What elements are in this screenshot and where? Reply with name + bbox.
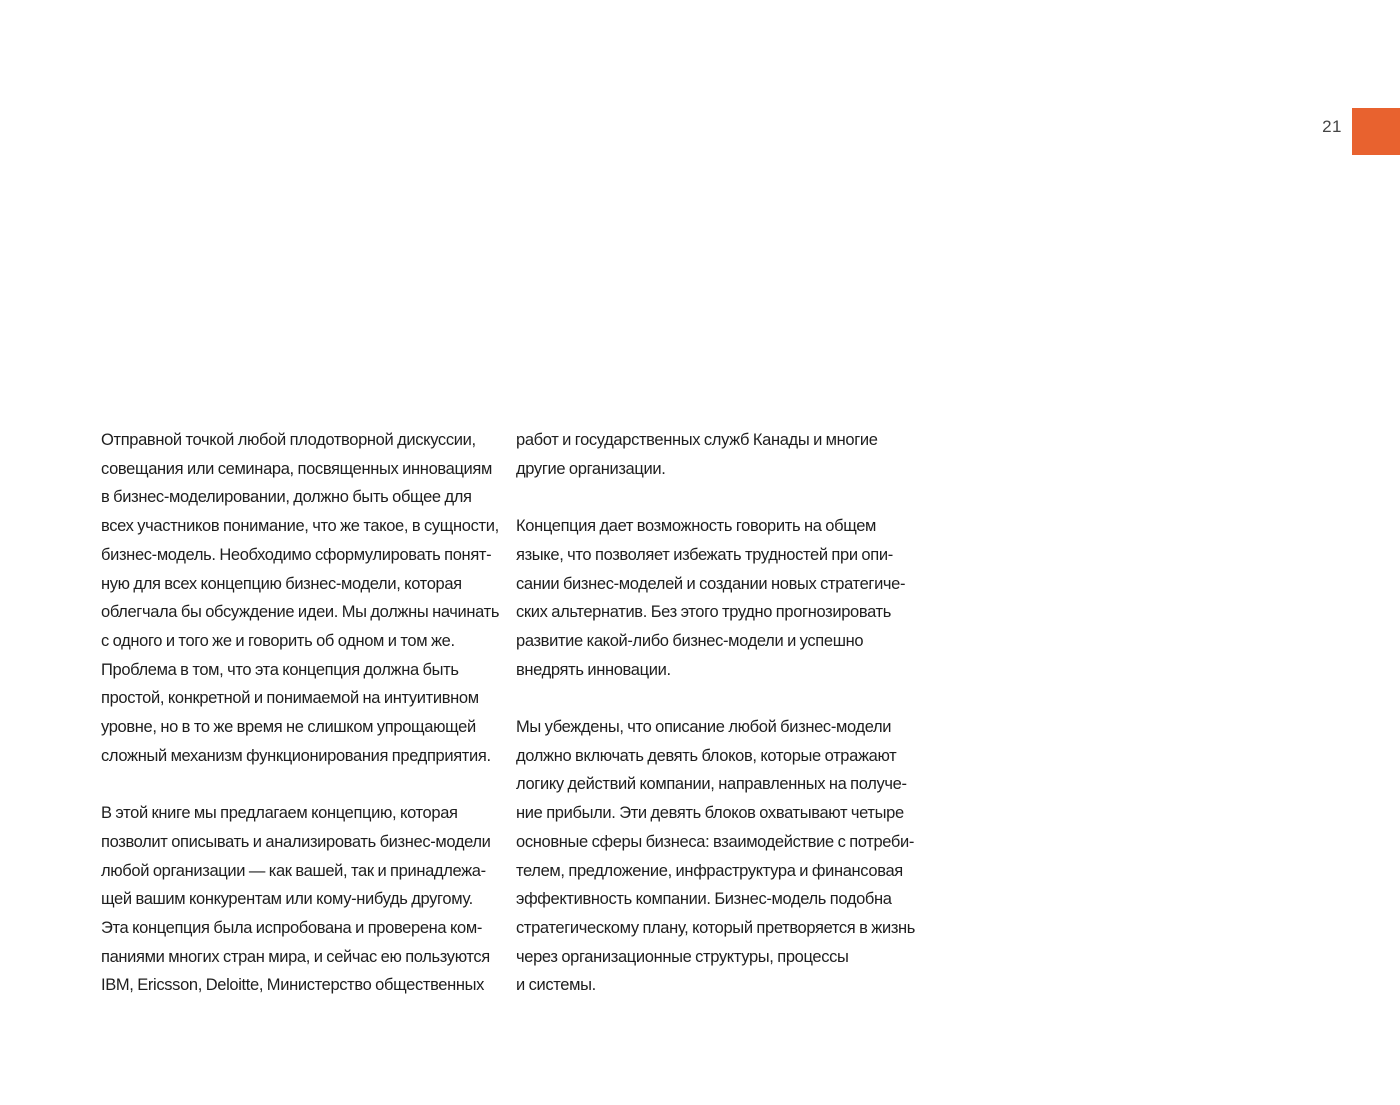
text-line: логику действий компании, направленных на получе- <box>516 775 907 794</box>
text-line: любой организации — как вашей, так и принадлежа- <box>101 861 486 880</box>
paragraph <box>101 426 500 770</box>
text-line: работ и государственных служб Канады и многие <box>516 431 878 449</box>
text-line: облегчала бы обсуждение идеи. Мы должны начинать <box>101 603 500 622</box>
text-line: телем, предложение, инфраструктура и финансовая <box>516 861 903 880</box>
text-line: ние прибыли. Эти девять блоков охватывают четыре <box>516 804 904 823</box>
text-line: в бизнес-моделировании, должно быть общее для <box>101 488 472 507</box>
text-line: В этой книге мы предлагаем концепцию, которая <box>101 804 458 823</box>
text-line: IBM, Ericsson, Deloitte, Министерство общественных <box>101 976 485 995</box>
text-line: через организационные структуры, процессы <box>516 947 849 966</box>
text-line: ских альтернатив. Без этого трудно прогнозировать <box>516 603 891 622</box>
text-line: бизнес-модель. Необходимо сформулировать понят- <box>101 545 492 564</box>
paragraph-gap <box>516 684 911 713</box>
text-line: щей вашим конкурентам или кому-нибудь другому. <box>101 890 473 909</box>
text-line: основные сферы бизнеса: взаимодействие с потреби- <box>516 832 915 851</box>
text-line: эффективность компании. Бизнес-модель подобна <box>516 890 892 909</box>
text-line: Мы убеждены, что описание любой бизнес-модели <box>516 718 892 736</box>
text-line: должно включать девять блоков, которые отражают <box>516 746 897 765</box>
paragraph <box>516 426 911 483</box>
text-line: уровне, но в то же время не слишком упрощающей <box>101 718 476 737</box>
text-column-right <box>516 426 916 1000</box>
page-number: 21 <box>1322 117 1342 136</box>
text-line: Проблема в том, что эта концепция должна быть <box>101 660 459 679</box>
text-line: простой, конкретной и понимаемой на интуитивном <box>101 689 479 708</box>
text-line: сании бизнес-моделей и создании новых стратегиче- <box>516 574 906 593</box>
text-line: Эта концепция была испробована и проверена ком- <box>101 918 482 937</box>
text-line: развитие какой-либо бизнес-модели и успешно <box>516 631 864 650</box>
paragraph <box>101 799 496 1000</box>
text-line: всех участников понимание, что же такое, в сущности, <box>101 517 499 536</box>
paragraph-gap <box>101 770 496 799</box>
paragraph <box>516 512 911 684</box>
text-column-left <box>101 426 500 1000</box>
paragraph-gap <box>516 483 911 512</box>
text-line: Концепция дает возможность говорить на общем <box>516 517 877 536</box>
text-line: совещания или семинара, посвященных инновациям <box>101 459 492 478</box>
text-line: другие организации. <box>516 459 666 478</box>
paragraph <box>516 713 916 1000</box>
text-line: Отправной точкой любой плодотворной дискуссии, <box>101 431 476 449</box>
text-line: и системы. <box>516 976 596 995</box>
accent-tab <box>1352 108 1400 155</box>
text-line: ную для всех концепцию бизнес-модели, которая <box>101 574 462 593</box>
text-line: позволит описывать и анализировать бизнес-модели <box>101 832 491 851</box>
text-line: сложный механизм функционирования предприятия. <box>101 746 491 765</box>
text-line: с одного и того же и говорить об одном и том же. <box>101 631 455 650</box>
text-line: стратегическому плану, который претворяется в жизнь <box>516 918 916 937</box>
text-line: внедрять инновации. <box>516 660 671 679</box>
text-line: языке, что позволяет избежать трудностей при опи- <box>516 545 893 564</box>
text-line: паниями многих стран мира, и сейчас ею пользуются <box>101 947 490 966</box>
